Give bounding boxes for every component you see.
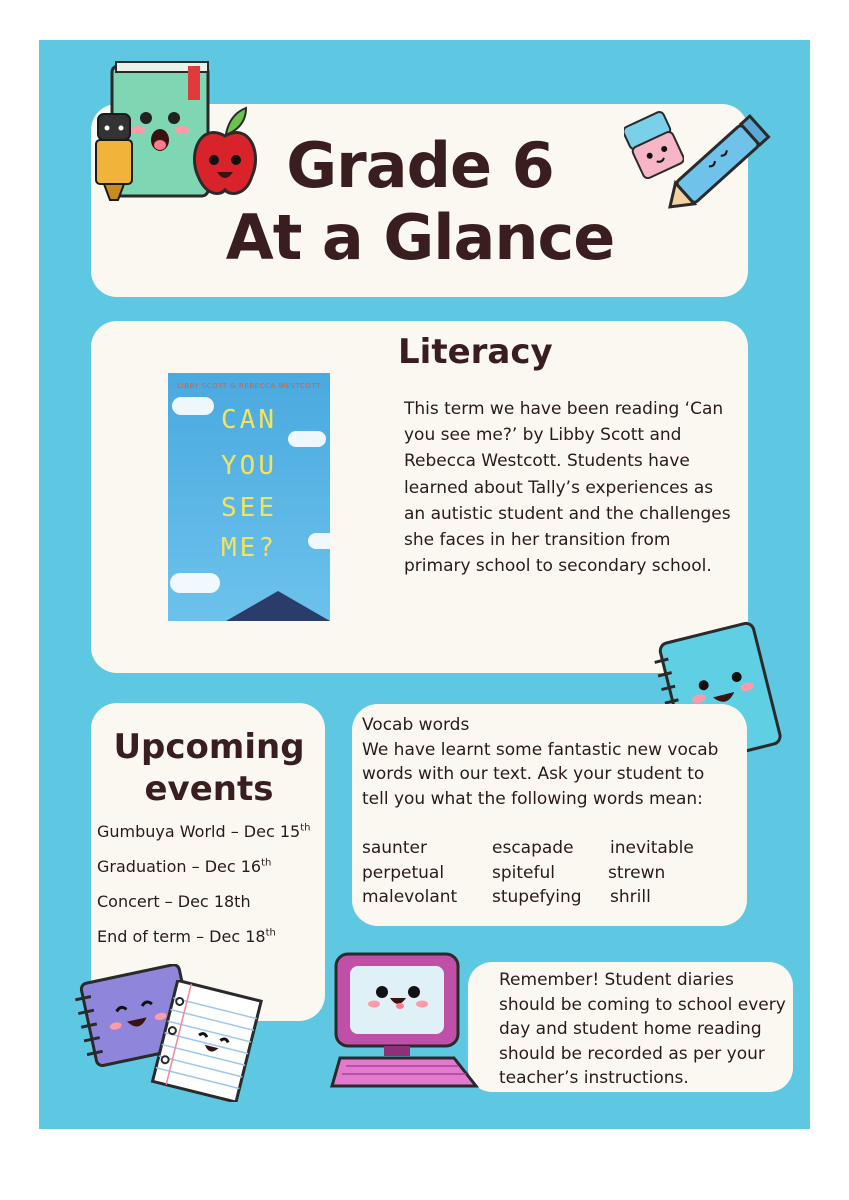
event-text: Gumbuya World – Dec 15 bbox=[97, 822, 301, 841]
literacy-text: This term we have been reading ‘Can you see me?’ by Libby Scott and Rebecca Westcott. Students have learned about Tally’s experiences as an autistic student and the challenges she faces in her transition from primary school to secondary school. bbox=[404, 399, 731, 577]
event-suffix: th bbox=[300, 822, 311, 834]
event-item bbox=[97, 927, 276, 946]
event-item bbox=[97, 892, 251, 911]
cloud-shape bbox=[170, 573, 220, 593]
vocab-title: Vocab words bbox=[362, 715, 470, 735]
vocab-word: spiteful bbox=[492, 862, 555, 883]
page-title bbox=[200, 130, 640, 274]
event-item bbox=[97, 857, 271, 876]
event-suffix: th bbox=[261, 857, 272, 869]
vocab-word: saunter bbox=[362, 838, 427, 858]
book-authors: LIBBY SCOTT & REBECCA WESTCOTT bbox=[177, 382, 321, 390]
computer-icon bbox=[330, 950, 480, 1090]
literacy-heading: Literacy bbox=[398, 332, 553, 372]
vocab-word: escapade bbox=[492, 838, 574, 858]
vocab-word: stupefying bbox=[492, 887, 582, 907]
book-title-word: ME? bbox=[221, 533, 277, 563]
vocab-word: inevitable bbox=[610, 838, 694, 858]
marker-icon bbox=[94, 112, 136, 202]
event-item bbox=[97, 822, 310, 841]
book-title-word: CAN bbox=[221, 405, 277, 435]
vocab-word: perpetual bbox=[362, 862, 445, 883]
pencil-icon bbox=[664, 108, 780, 212]
paper-icon bbox=[150, 980, 270, 1102]
vocab-word: strewn bbox=[608, 862, 666, 883]
book-title-word: SEE bbox=[221, 493, 277, 523]
book-title-word: YOU bbox=[221, 451, 277, 481]
reminder-text: Remember! Student diaries should be coming to school every day and student home reading should be recorded as per your teacher’s instructions. bbox=[499, 970, 786, 1088]
event-suffix: th bbox=[265, 927, 276, 939]
title-line-1: Grade 6 bbox=[286, 129, 554, 202]
event-text: End of term – Dec 18 bbox=[97, 927, 266, 946]
vocab-word: shrill bbox=[610, 887, 651, 907]
apple-icon bbox=[190, 104, 260, 200]
vocab-intro: We have learnt some fantastic new vocab words with our text. Ask your student to tell you what the following words mean: bbox=[362, 739, 719, 809]
vocab-word: malevolant bbox=[362, 887, 458, 907]
event-text: Graduation – Dec 16 bbox=[97, 857, 262, 876]
events-heading: Upcoming events bbox=[113, 727, 305, 809]
event-text: Concert – Dec 18th bbox=[97, 892, 251, 911]
vocab-text bbox=[362, 713, 722, 811]
book-cover-image bbox=[168, 373, 330, 621]
title-line-2: At a Glance bbox=[225, 201, 615, 274]
house-roof-shape bbox=[226, 591, 330, 621]
